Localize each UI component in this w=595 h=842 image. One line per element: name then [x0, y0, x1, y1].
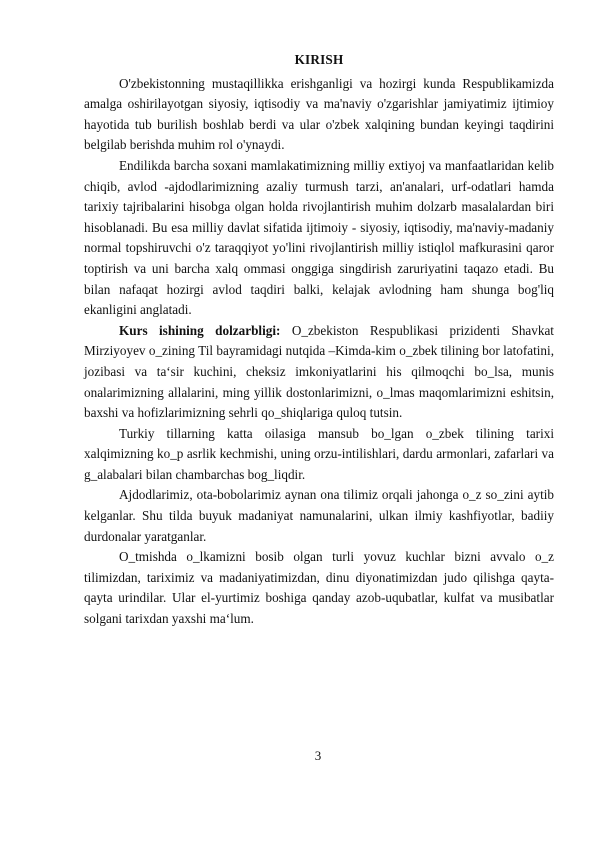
paragraph-6-text: O_tmishda o_lkamizni bosib olgan turli yovuz kuchlar bizni avvalo o_z tilimizdan, tariximiz va madaniyatimizdan, dinu diyonatimizdan judo qilishga qayta-qayta urindilar. Ular el-yurtimiz boshiga qanday azob-uqubatlar, kulfat va musibatlar solgani tarixdan yaxshi ma‘lum. [84, 549, 554, 627]
paragraph-5-text: Ajdodlarimiz, ota-bobolarimiz aynan ona tilimiz orqali jahonga o_z so_zini aytib kelganlar. Shu tilda buyuk madaniyat namunalarini, ulkan ilmiy kashfiyotlar, badiiy durdonalar yaratganlar. [84, 487, 554, 544]
paragraph-1 [84, 74, 554, 156]
page-title: KIRISH [294, 52, 344, 67]
paragraph-5 [84, 485, 554, 547]
document-body [84, 50, 554, 630]
paragraph-3-text: O_zbekiston Respublikasi prizidenti Shavkat Mirziyoyev o_zining Til bayramidagi nutqida –Kimda-kim o_zbek tilining bor latofatini, jozibasi va ta‘sir kuchini, cheksiz imkoniyatlarini his qilmoqchi bo_lsa, munis onalarimizning allalarini, ming yillik dostonlarimizni, o_lmas maqomlarimizni eshitsin, baxshi va hofizlarimizning sehrli qo_shiqlariga quloq tutsin. [84, 322, 554, 421]
paragraph-4 [84, 424, 554, 486]
page-number: 3 [314, 748, 322, 763]
paragraph-6 [84, 547, 554, 629]
paragraph-2 [84, 156, 554, 321]
paragraph-2-text: Endilikda barcha soxani mamlakatimizning milliy extiyoj va manfaatlaridan kelib chiqib, avlod -ajdodlarimizning azaliy turmush tarzi, an'analari, urf-odatlari hamda tarixiy tajribalarini hisobga olgan holda rivojlantirish muhim dolzarb masalalardan biri hisoblanadi. Bu esa milliy davlat sifatida ijtimoiy - siyosiy, iqtisodiy, ma'naviy-madaniy normal topshiruvchi o'z taraqqiyot yo'lini rivojlantirish milliy istiqlol mafkurasini qaror toptirish va uni barcha xalq ommasi onggiga singdirish zaruriyatini taqazo etadi. Bu bilan nafaqat hozirgi avlod taqdiri balki, kelajak avlodning ham shunga bog'liq ekanligini anglatadi. [84, 157, 554, 318]
paragraph-3-lead: Kurs ishining dolzarbligi: [119, 322, 281, 338]
paragraph-1-text: O'zbekistonning mustaqillikka erishganligi va hozirgi kunda Respublikamizda amalga oshirilayotgan siyosiy, iqtisodiy va ma'naviy o'zgarishlar jamiyatimiz ijtimioy hayotida tub burilish boshlab berdi va ular o'zbek xalqining bundan keyingi taqdirini belgilab berishda muhim rol o'ynaydi. [84, 75, 554, 153]
paragraph-3 [84, 321, 554, 424]
paragraph-4-text: Turkiy tillarning katta oilasiga mansub bo_lgan o_zbek tilining tarixi xalqimizning ko_p asrlik kechmishi, uning orzu-intilishlari, dardu armonlari, zafarlari va g_alabalari bilan chambarchas bog_liqdir. [84, 425, 554, 482]
